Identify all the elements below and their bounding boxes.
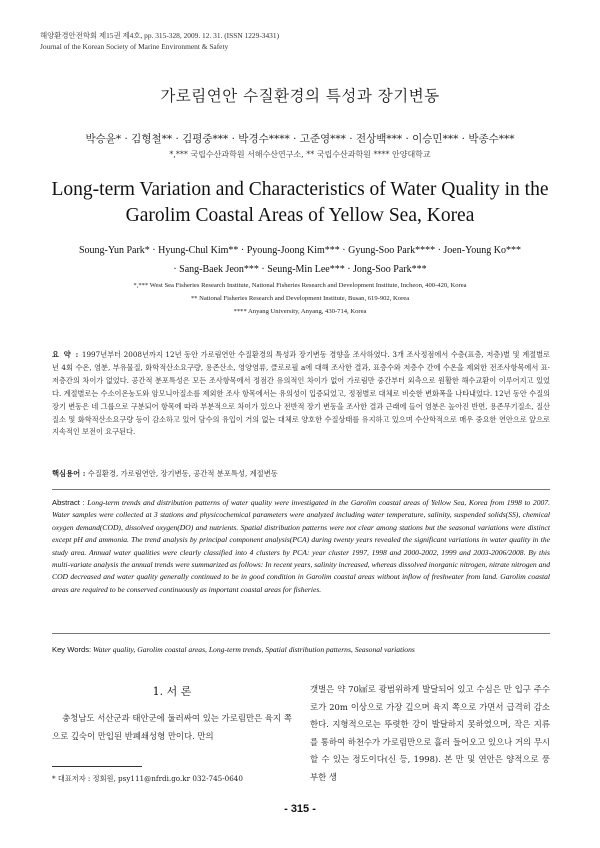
authors-english-line-2: · Sang-Baek Jeon*** · Seung-Min Lee*** · Jong-Soo Park*** [173, 264, 427, 275]
keywords-english [52, 645, 550, 654]
divider-top [52, 489, 550, 490]
footnote-rule [52, 766, 142, 767]
abstract-korean [52, 349, 550, 439]
keywords-korean [52, 469, 550, 479]
abstract-english-label: Abstract : [52, 498, 85, 507]
abstract-english [52, 497, 550, 596]
affiliation-english-3: **** Anyang University, Anyang, 430-714, Korea [233, 308, 367, 315]
divider-bottom [52, 633, 550, 634]
section-heading: 1. 서 론 [152, 685, 192, 698]
page-number: - 315 - [284, 803, 316, 815]
affiliation-english-2: ** National Fisheries Research and Development Institute, Busan, 619-902, Korea [190, 295, 410, 302]
journal-name: Journal of the Korean Society of Marine Environment & Safety [40, 42, 229, 51]
body-left-column: 충청남도 서산군과 태안군에 둘러싸여 있는 가로림만은 육지 쪽으로 깊숙이 만입된 반폐쇄성형 만이다. 만의 [52, 713, 292, 741]
abstract-korean-label: 요 약 : [52, 350, 80, 359]
title-korean: 가로림연안 수질환경의 특성과 장기변동 [160, 87, 440, 105]
abstract-english-text: Long-term trends and distribution patterns of water quality were investigated in the Garolim coastal areas of Yellow Sea, Korea from 1998 to 2007. Water samples were collected at 3 stations and physicochemical parameters were analyzed including water temperature, salinity, suspended solids(SS), chemical oxygen demand(COD), dissolved oxygen(DO) and nutrients. Spatial distribution patterns were not clear among stations but the seasonal variations were distinct except pH and ammonia. The trend analysis by principal component analysis(PCA) during twenty years revealed the significant variations in water quality in the study area. Annual water qualities were clearly classified into 4 clusters by PCA: year cluster 1997, 1998 and 2000-2002, 1999 and 2003-2006/2008. By this multi-variate analysis the annual trends were summarized as follows: In recent years, salinity increased, whereas dissolved inorganic nitrogen, nitrate nitrogen and COD decreased and water quality generally continued to be in good condition in Garolim coastal areas without inflow of freshwater from land. Garolim coastal areas are required to be conserved continuously as important coastal areas for fisheries. [52, 498, 550, 594]
corresponding-author-footnote: * 대표저자 : 정회원, psy111@nfrdi.go.kr 032-745-0640 [52, 774, 243, 783]
authors-korean: 박승윤* · 김형철** · 김평중*** · 박경수**** · 고준영*** · 전상백*** · 이승민*** · 박종수*** [85, 133, 515, 145]
affiliations-korean: *,*** 국립수산과학원 서해수산연구소, ** 국립수산과학원 **** 안양대학교 [169, 150, 431, 159]
body-right-column: 갯벌은 약 70㎢로 광범위하게 발달되어 있고 수심은 만 입구 주수로가 20m 이상으로 가장 깊으며 육지 쪽으로 가면서 급격히 감소한다. 지형적으로는 뚜렷한 강이 발달하지 못하였으며, 작은 지류를 통하여 하천수가 가로림만으로 흘러 들어오고 있으나 거의 무시 할 수 있는 정도이다(신 등, 1998). 본 만 및 연안은 양적으로 풍부한 생 [310, 684, 550, 782]
citation-line: 해양환경안전학회 제15권 제4호, pp. 315-328, 2009. 12. 31. (ISSN 1229-3431) [40, 31, 280, 40]
affiliation-english-1: *,*** West Sea Fisheries Research Institute, National Fisheries Research and Development Institute, Incheon, 400-420, Korea [133, 282, 467, 289]
keywords-english-text: Water quality, Garolim coastal areas, Long-term trends, Spatial distribution patterns, Seasonal variations [93, 645, 415, 654]
keywords-korean-label: 핵심용어 : [52, 469, 86, 478]
keywords-korean-text: 수질환경, 가로림연안, 장기변동, 공간적 분포특성, 계절변동 [87, 469, 278, 478]
title-english: Long-term Variation and Characteristics of Water Quality in the Garolim Coastal Areas of Yellow Sea, Korea [51, 179, 549, 226]
abstract-korean-text: 1997년부터 2008년까지 12년 동안 가로림연안 수질환경의 특성과 장기변동 경향을 조사하였다. 3개 조사정점에서 수층(표층, 저층)별 및 계절별로 년 4회 수온, 염분, 부유물질, 화학적산소요구량, 용존산소, 영양염류, 클로로필 a에 대해 조사한 결과, 표층수와 저층수 간에 수온을 제외한 전조사항목에서 표·저층간의 차이가 없었다. 공간적 분포특성은 모든 조사항목에서 정점간 유의적인 차이가 없어 가로림만 중간부터 외측으로 원활한 해수교환이 이루어지고 있었다. 계절별로는 수소이온농도와 암모니아질소를 제외한 조사 항목에서는 유의성이 입증되었고, 정점별로 대체로 비슷한 변화폭을 나타내었다. 12년 동안 수질의 장기 변동은 네 그룹으로 구분되어 항목에 따라 부분적으로 차이가 있으나 전반적 장기 변동을 조사한 결과 근래에 들어 염분은 높아진 반면, 용존무기질소, 질산질소 및 화학적산소요구량 등이 감소하고 있어 담수의 유입이 거의 없는 대체로 양호한 수질상태를 유지하고 있으며 수산학적으로 매우 중요한 연안으로 앞으로 지속적인 보전이 요구된다. [52, 350, 550, 437]
authors-english-line-1: Soung-Yun Park* · Hyung-Chul Kim** · Pyoung-Joong Kim*** · Gyung-Soo Park**** · Joen-Young Ko*** [78, 245, 522, 256]
keywords-english-label: Key Words: [52, 645, 92, 654]
